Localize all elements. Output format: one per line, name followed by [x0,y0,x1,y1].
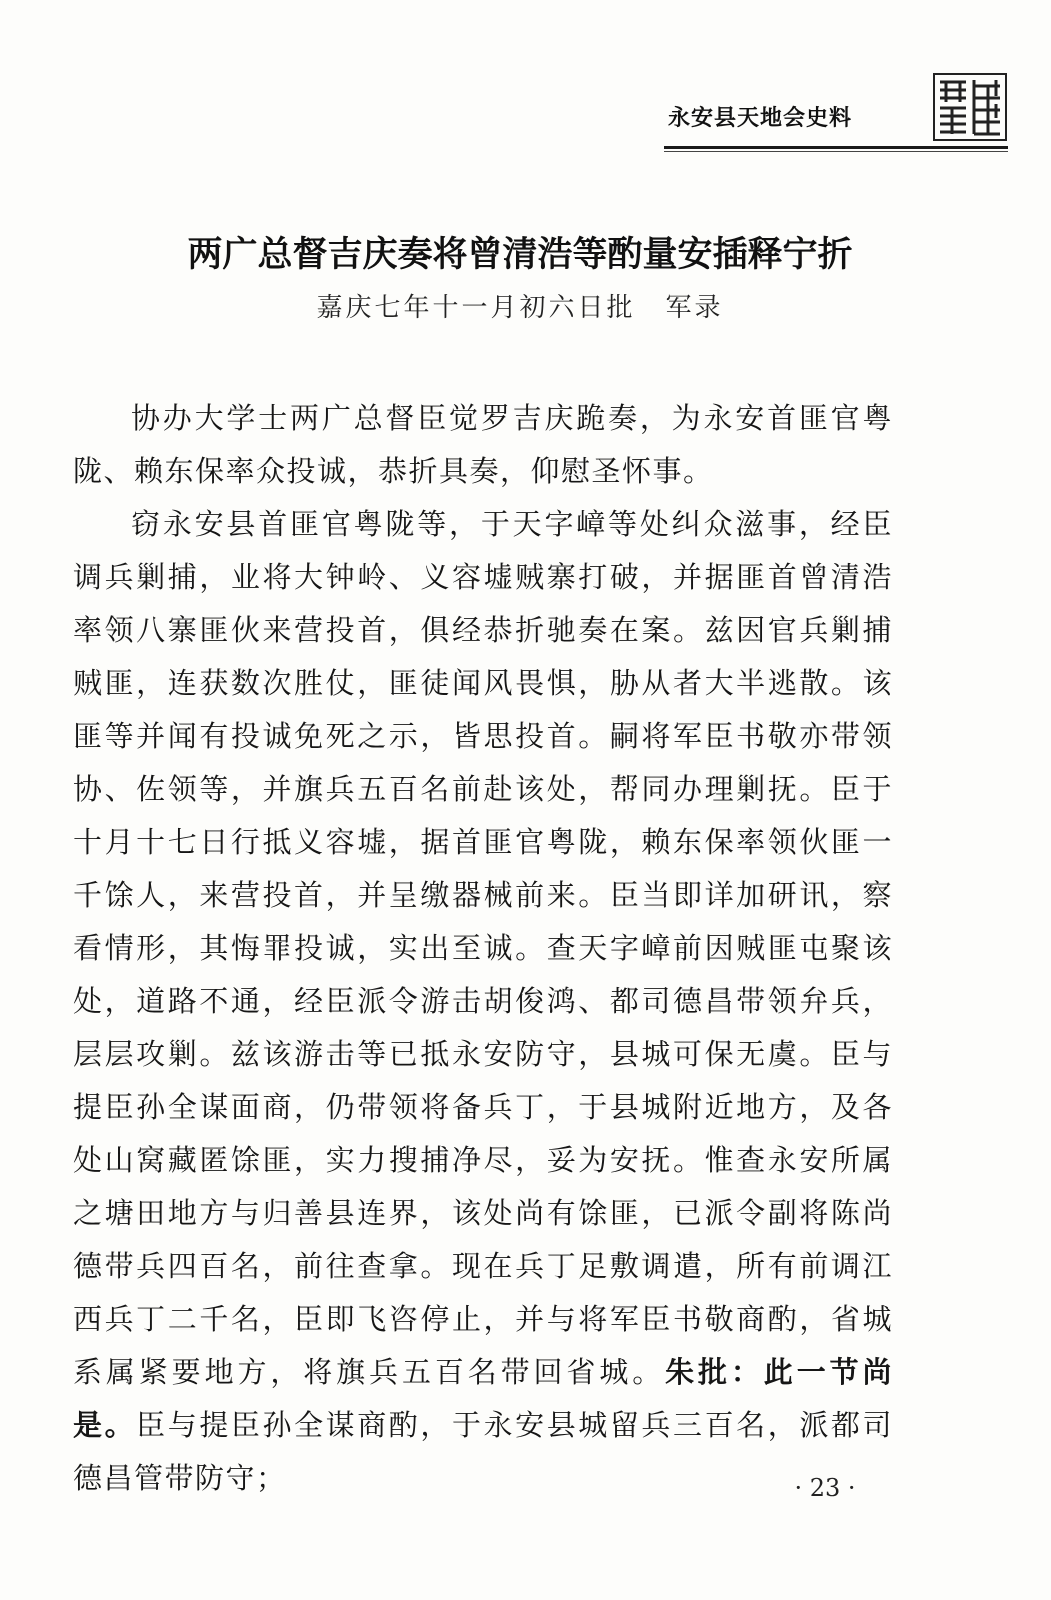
paragraph-2-text-before: 窃永安县首匪官粤陇等，于天字嶂等处纠众滋事，经臣调兵剿捕，业将大钟岭、义容墟贼寨打破，并据匪首曾清浩率领八寨匪伙来营投首，俱经恭折驰奏在案。兹因官兵剿捕贼匪，连获数次胜仗，匪徒闻风畏惧，胁从者大半逃散。该匪等并闻有投诚免死之示，皆思投首。嗣将军臣书敬亦带领协、佐领等，并旗兵五百名前赴该处，帮同办理剿抚。臣于十月十七日行抵义容墟，据首匪官粤陇，赖东保率领伙匪一千馀人，来营投首，并呈缴器械前来。臣当即详加研讯，察看情形，其悔罪投诚，实出至诚。查天字嶂前因贼匪屯聚该处，道路不通，经臣派令游击胡俊鸿、都司德昌带领弁兵，层层攻剿。兹该游击等已抵永安防守，县城可保无虞。臣与提臣孙全谋面商，仍带领将备兵丁，于县城附近地方，及各处山窝藏匿馀匪，实力搜捕净尽，妥为安抚。惟查永安所属之塘田地方与归善县连界，该处尚有馀匪，已派令副将陈尚德带兵四百名，前往查拿。现在兵丁足敷调遣，所有前调江西兵丁二千名，臣即飞咨停止，并与将军臣书敬商酌，省城系属紧要地方，将旗兵五百名带回省城。 [73,507,893,1389]
header-rule [664,146,1008,149]
paragraph-1: 协办大学士两广总督臣觉罗吉庆跪奏，为永安首匪官粤陇、赖东保率众投诚，恭折具奏，仰慰圣怀事。 [73,401,893,488]
subtitle-source: 军录 [665,293,724,323]
body-text [73,392,893,1505]
paragraph-2-text-after: 臣与提臣孙全谋商酌，于永安县城留兵三百名，派都司德昌管带防守； [73,1408,893,1495]
paragraph-2 [73,498,893,1505]
running-head: 永安县天地会史料 [668,106,853,131]
subtitle-date: 嘉庆七年十一月初六日批 [316,293,636,323]
document-subtitle [80,288,960,328]
document-title: 两广总督吉庆奏将曾清浩等酌量安插释宁折 [187,234,853,275]
page-number: · 23 · [794,1474,856,1502]
imperial-rescript: 朱批：此一节尚是。 [73,1355,893,1442]
header-rule-thin [664,151,1008,152]
seal-stamp-icon [932,72,1008,142]
